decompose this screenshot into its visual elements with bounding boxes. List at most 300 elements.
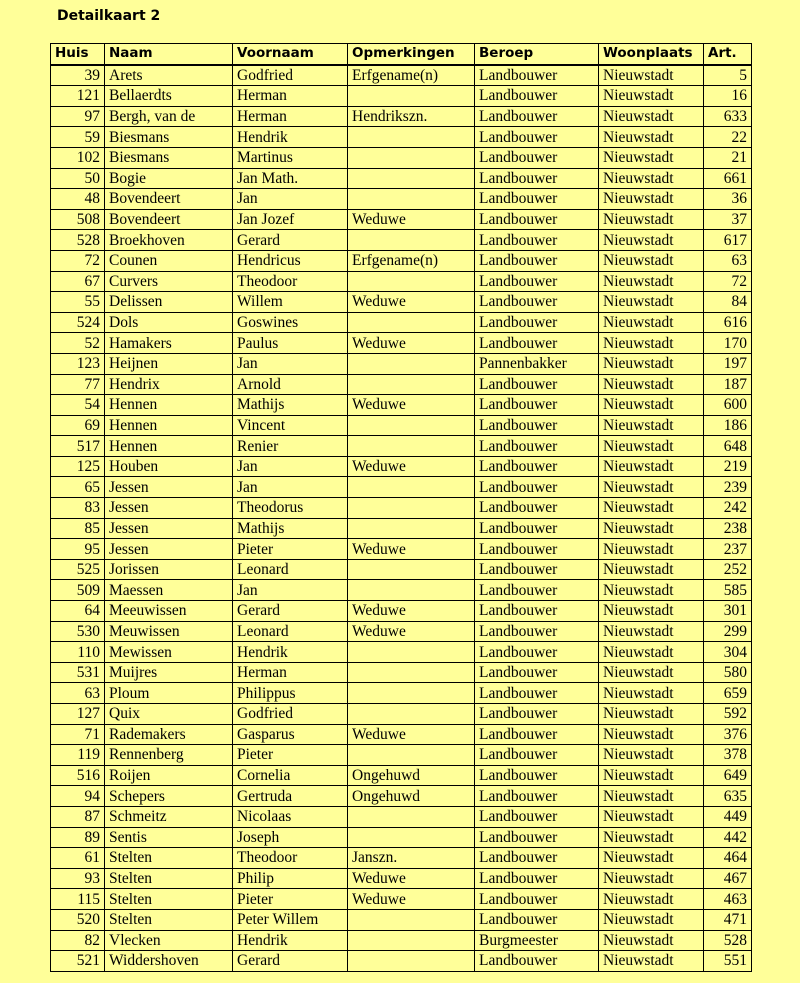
register-table xyxy=(50,43,752,972)
table-row xyxy=(51,889,752,910)
cell-beroep: Landbouwer xyxy=(475,147,599,168)
cell-art: 648 xyxy=(704,436,752,457)
cell-huis: 83 xyxy=(51,498,105,519)
cell-naam: Bellaerdts xyxy=(105,86,233,107)
cell-opmerkingen xyxy=(348,436,475,457)
cell-art: 170 xyxy=(704,333,752,354)
cell-huis: 52 xyxy=(51,333,105,354)
cell-art: 442 xyxy=(704,827,752,848)
cell-voornaam: Paulus xyxy=(233,333,348,354)
cell-naam: Houben xyxy=(105,456,233,477)
cell-art: 84 xyxy=(704,292,752,313)
table-row xyxy=(51,930,752,951)
cell-huis: 39 xyxy=(51,65,105,86)
table-row xyxy=(51,704,752,725)
cell-opmerkingen: Ongehuwd xyxy=(348,786,475,807)
cell-woonplaats: Nieuwstadt xyxy=(599,683,704,704)
cell-woonplaats: Nieuwstadt xyxy=(599,415,704,436)
cell-beroep: Landbouwer xyxy=(475,848,599,869)
cell-voornaam: Jan Math. xyxy=(233,168,348,189)
table-row xyxy=(51,86,752,107)
cell-opmerkingen: Weduwe xyxy=(348,621,475,642)
cell-opmerkingen xyxy=(348,271,475,292)
cell-woonplaats: Nieuwstadt xyxy=(599,559,704,580)
table-row xyxy=(51,518,752,539)
table-row xyxy=(51,683,752,704)
cell-art: 551 xyxy=(704,951,752,972)
cell-beroep: Landbouwer xyxy=(475,518,599,539)
cell-art: 237 xyxy=(704,539,752,560)
cell-beroep: Landbouwer xyxy=(475,250,599,271)
cell-art: 36 xyxy=(704,189,752,210)
table-row xyxy=(51,662,752,683)
cell-naam: Jorissen xyxy=(105,559,233,580)
cell-woonplaats: Nieuwstadt xyxy=(599,250,704,271)
cell-huis: 82 xyxy=(51,930,105,951)
cell-opmerkingen xyxy=(348,498,475,519)
cell-beroep: Landbouwer xyxy=(475,168,599,189)
cell-woonplaats: Nieuwstadt xyxy=(599,930,704,951)
cell-huis: 55 xyxy=(51,292,105,313)
cell-huis: 50 xyxy=(51,168,105,189)
table-row xyxy=(51,498,752,519)
cell-beroep: Landbouwer xyxy=(475,827,599,848)
cell-beroep: Landbouwer xyxy=(475,786,599,807)
table-row xyxy=(51,539,752,560)
cell-art: 580 xyxy=(704,662,752,683)
cell-voornaam: Martinus xyxy=(233,147,348,168)
cell-art: 22 xyxy=(704,127,752,148)
column-header-beroep: Beroep xyxy=(475,44,599,65)
cell-naam: Biesmans xyxy=(105,127,233,148)
cell-huis: 521 xyxy=(51,951,105,972)
cell-voornaam: Willem xyxy=(233,292,348,313)
cell-woonplaats: Nieuwstadt xyxy=(599,704,704,725)
cell-opmerkingen: Weduwe xyxy=(348,601,475,622)
cell-voornaam: Godfried xyxy=(233,65,348,86)
cell-art: 238 xyxy=(704,518,752,539)
cell-naam: Hamakers xyxy=(105,333,233,354)
cell-voornaam: Joseph xyxy=(233,827,348,848)
cell-huis: 87 xyxy=(51,806,105,827)
cell-huis: 509 xyxy=(51,580,105,601)
cell-art: 449 xyxy=(704,806,752,827)
cell-voornaam: Pieter xyxy=(233,745,348,766)
cell-beroep: Landbouwer xyxy=(475,580,599,601)
cell-huis: 531 xyxy=(51,662,105,683)
cell-opmerkingen: Erfgename(n) xyxy=(348,65,475,86)
cell-naam: Bovendeert xyxy=(105,209,233,230)
cell-huis: 97 xyxy=(51,106,105,127)
cell-naam: Hennen xyxy=(105,415,233,436)
cell-art: 464 xyxy=(704,848,752,869)
cell-beroep: Landbouwer xyxy=(475,889,599,910)
cell-beroep: Landbouwer xyxy=(475,704,599,725)
cell-huis: 61 xyxy=(51,848,105,869)
cell-naam: Schmeitz xyxy=(105,806,233,827)
cell-voornaam: Theodorus xyxy=(233,498,348,519)
cell-naam: Hennen xyxy=(105,436,233,457)
cell-naam: Stelten xyxy=(105,848,233,869)
cell-beroep: Landbouwer xyxy=(475,601,599,622)
cell-art: 592 xyxy=(704,704,752,725)
cell-huis: 520 xyxy=(51,909,105,930)
cell-art: 376 xyxy=(704,724,752,745)
cell-voornaam: Nicolaas xyxy=(233,806,348,827)
cell-beroep: Landbouwer xyxy=(475,909,599,930)
cell-woonplaats: Nieuwstadt xyxy=(599,662,704,683)
table-row xyxy=(51,312,752,333)
column-header-voornaam: Voornaam xyxy=(233,44,348,65)
cell-woonplaats: Nieuwstadt xyxy=(599,456,704,477)
cell-naam: Heijnen xyxy=(105,353,233,374)
table-row xyxy=(51,374,752,395)
cell-voornaam: Peter Willem xyxy=(233,909,348,930)
table-row xyxy=(51,559,752,580)
cell-opmerkingen: Weduwe xyxy=(348,333,475,354)
cell-opmerkingen: Hendrikszn. xyxy=(348,106,475,127)
table-row xyxy=(51,147,752,168)
cell-voornaam: Gertruda xyxy=(233,786,348,807)
cell-beroep: Landbouwer xyxy=(475,312,599,333)
column-header-naam: Naam xyxy=(105,44,233,65)
cell-voornaam: Leonard xyxy=(233,559,348,580)
table-row xyxy=(51,209,752,230)
cell-woonplaats: Nieuwstadt xyxy=(599,230,704,251)
cell-woonplaats: Nieuwstadt xyxy=(599,127,704,148)
cell-art: 197 xyxy=(704,353,752,374)
table-row xyxy=(51,271,752,292)
cell-art: 633 xyxy=(704,106,752,127)
cell-woonplaats: Nieuwstadt xyxy=(599,498,704,519)
cell-huis: 524 xyxy=(51,312,105,333)
cell-woonplaats: Nieuwstadt xyxy=(599,353,704,374)
cell-woonplaats: Nieuwstadt xyxy=(599,724,704,745)
cell-voornaam: Gasparus xyxy=(233,724,348,745)
cell-art: 219 xyxy=(704,456,752,477)
cell-opmerkingen: Weduwe xyxy=(348,539,475,560)
cell-voornaam: Renier xyxy=(233,436,348,457)
cell-huis: 123 xyxy=(51,353,105,374)
cell-naam: Roijen xyxy=(105,765,233,786)
cell-voornaam: Philippus xyxy=(233,683,348,704)
cell-opmerkingen: Janszn. xyxy=(348,848,475,869)
cell-huis: 115 xyxy=(51,889,105,910)
cell-opmerkingen xyxy=(348,127,475,148)
cell-voornaam: Hendrik xyxy=(233,642,348,663)
cell-beroep: Landbouwer xyxy=(475,868,599,889)
cell-art: 252 xyxy=(704,559,752,580)
cell-voornaam: Jan xyxy=(233,580,348,601)
table-row xyxy=(51,250,752,271)
cell-art: 635 xyxy=(704,786,752,807)
cell-art: 661 xyxy=(704,168,752,189)
cell-huis: 48 xyxy=(51,189,105,210)
table-row xyxy=(51,477,752,498)
cell-huis: 89 xyxy=(51,827,105,848)
cell-voornaam: Mathijs xyxy=(233,518,348,539)
cell-woonplaats: Nieuwstadt xyxy=(599,621,704,642)
cell-opmerkingen xyxy=(348,580,475,601)
cell-woonplaats: Nieuwstadt xyxy=(599,518,704,539)
cell-opmerkingen xyxy=(348,168,475,189)
cell-art: 600 xyxy=(704,395,752,416)
cell-naam: Stelten xyxy=(105,909,233,930)
cell-art: 528 xyxy=(704,930,752,951)
table-row xyxy=(51,642,752,663)
cell-opmerkingen xyxy=(348,704,475,725)
cell-voornaam: Mathijs xyxy=(233,395,348,416)
cell-opmerkingen xyxy=(348,477,475,498)
cell-opmerkingen: Weduwe xyxy=(348,292,475,313)
cell-art: 304 xyxy=(704,642,752,663)
cell-huis: 64 xyxy=(51,601,105,622)
cell-voornaam: Theodoor xyxy=(233,271,348,292)
cell-opmerkingen xyxy=(348,909,475,930)
table-row xyxy=(51,127,752,148)
cell-woonplaats: Nieuwstadt xyxy=(599,312,704,333)
table-row xyxy=(51,292,752,313)
cell-naam: Curvers xyxy=(105,271,233,292)
cell-huis: 121 xyxy=(51,86,105,107)
cell-huis: 77 xyxy=(51,374,105,395)
column-header-opmerkingen: Opmerkingen xyxy=(348,44,475,65)
cell-woonplaats: Nieuwstadt xyxy=(599,868,704,889)
header-row xyxy=(51,44,752,65)
cell-woonplaats: Nieuwstadt xyxy=(599,271,704,292)
cell-woonplaats: Nieuwstadt xyxy=(599,65,704,86)
cell-naam: Dols xyxy=(105,312,233,333)
cell-voornaam: Hendricus xyxy=(233,250,348,271)
cell-huis: 528 xyxy=(51,230,105,251)
table-row xyxy=(51,745,752,766)
cell-art: 471 xyxy=(704,909,752,930)
cell-woonplaats: Nieuwstadt xyxy=(599,86,704,107)
cell-huis: 525 xyxy=(51,559,105,580)
cell-beroep: Landbouwer xyxy=(475,662,599,683)
cell-beroep: Burgmeester xyxy=(475,930,599,951)
cell-huis: 516 xyxy=(51,765,105,786)
cell-voornaam: Herman xyxy=(233,106,348,127)
cell-naam: Ploum xyxy=(105,683,233,704)
table-row xyxy=(51,909,752,930)
cell-woonplaats: Nieuwstadt xyxy=(599,189,704,210)
table-row xyxy=(51,951,752,972)
cell-naam: Biesmans xyxy=(105,147,233,168)
cell-opmerkingen xyxy=(348,518,475,539)
cell-naam: Jessen xyxy=(105,498,233,519)
cell-naam: Jessen xyxy=(105,518,233,539)
cell-beroep: Landbouwer xyxy=(475,106,599,127)
cell-beroep: Landbouwer xyxy=(475,806,599,827)
column-header-woonplaats: Woonplaats xyxy=(599,44,704,65)
table-row xyxy=(51,806,752,827)
cell-beroep: Landbouwer xyxy=(475,477,599,498)
cell-woonplaats: Nieuwstadt xyxy=(599,395,704,416)
cell-huis: 119 xyxy=(51,745,105,766)
cell-art: 585 xyxy=(704,580,752,601)
cell-beroep: Landbouwer xyxy=(475,539,599,560)
cell-art: 63 xyxy=(704,250,752,271)
cell-woonplaats: Nieuwstadt xyxy=(599,580,704,601)
cell-art: 72 xyxy=(704,271,752,292)
cell-huis: 125 xyxy=(51,456,105,477)
cell-voornaam: Herman xyxy=(233,662,348,683)
page-title: Detailkaart 2 xyxy=(57,8,161,24)
cell-naam: Maessen xyxy=(105,580,233,601)
cell-naam: Meuwissen xyxy=(105,621,233,642)
cell-art: 463 xyxy=(704,889,752,910)
cell-voornaam: Goswines xyxy=(233,312,348,333)
cell-opmerkingen xyxy=(348,662,475,683)
cell-woonplaats: Nieuwstadt xyxy=(599,374,704,395)
cell-naam: Stelten xyxy=(105,868,233,889)
table-row xyxy=(51,456,752,477)
cell-naam: Rennenberg xyxy=(105,745,233,766)
cell-opmerkingen: Weduwe xyxy=(348,889,475,910)
cell-voornaam: Gerard xyxy=(233,601,348,622)
cell-naam: Bergh, van de xyxy=(105,106,233,127)
cell-art: 5 xyxy=(704,65,752,86)
cell-naam: Quix xyxy=(105,704,233,725)
cell-opmerkingen xyxy=(348,559,475,580)
cell-naam: Counen xyxy=(105,250,233,271)
cell-voornaam: Arnold xyxy=(233,374,348,395)
cell-art: 617 xyxy=(704,230,752,251)
cell-voornaam: Jan Jozef xyxy=(233,209,348,230)
cell-voornaam: Theodoor xyxy=(233,848,348,869)
cell-woonplaats: Nieuwstadt xyxy=(599,765,704,786)
cell-woonplaats: Nieuwstadt xyxy=(599,786,704,807)
cell-art: 186 xyxy=(704,415,752,436)
cell-voornaam: Godfried xyxy=(233,704,348,725)
cell-naam: Jessen xyxy=(105,539,233,560)
cell-woonplaats: Nieuwstadt xyxy=(599,951,704,972)
cell-voornaam: Pieter xyxy=(233,889,348,910)
cell-voornaam: Hendrik xyxy=(233,127,348,148)
cell-art: 239 xyxy=(704,477,752,498)
cell-huis: 54 xyxy=(51,395,105,416)
cell-beroep: Landbouwer xyxy=(475,745,599,766)
cell-opmerkingen xyxy=(348,415,475,436)
cell-opmerkingen: Weduwe xyxy=(348,456,475,477)
table-row xyxy=(51,580,752,601)
table-row xyxy=(51,333,752,354)
cell-huis: 59 xyxy=(51,127,105,148)
table-row xyxy=(51,65,752,86)
cell-opmerkingen xyxy=(348,353,475,374)
cell-woonplaats: Nieuwstadt xyxy=(599,909,704,930)
cell-beroep: Landbouwer xyxy=(475,498,599,519)
cell-opmerkingen xyxy=(348,189,475,210)
cell-art: 616 xyxy=(704,312,752,333)
cell-huis: 72 xyxy=(51,250,105,271)
cell-opmerkingen: Erfgename(n) xyxy=(348,250,475,271)
cell-beroep: Pannenbakker xyxy=(475,353,599,374)
cell-opmerkingen xyxy=(348,951,475,972)
cell-huis: 110 xyxy=(51,642,105,663)
table-row xyxy=(51,168,752,189)
table-row xyxy=(51,868,752,889)
cell-art: 187 xyxy=(704,374,752,395)
cell-woonplaats: Nieuwstadt xyxy=(599,436,704,457)
cell-huis: 127 xyxy=(51,704,105,725)
cell-naam: Widdershoven xyxy=(105,951,233,972)
cell-voornaam: Gerard xyxy=(233,951,348,972)
cell-woonplaats: Nieuwstadt xyxy=(599,827,704,848)
cell-voornaam: Herman xyxy=(233,86,348,107)
cell-naam: Stelten xyxy=(105,889,233,910)
cell-woonplaats: Nieuwstadt xyxy=(599,745,704,766)
table-row xyxy=(51,848,752,869)
cell-beroep: Landbouwer xyxy=(475,559,599,580)
table-row xyxy=(51,786,752,807)
cell-voornaam: Gerard xyxy=(233,230,348,251)
cell-beroep: Landbouwer xyxy=(475,683,599,704)
cell-woonplaats: Nieuwstadt xyxy=(599,292,704,313)
cell-opmerkingen xyxy=(348,806,475,827)
cell-woonplaats: Nieuwstadt xyxy=(599,601,704,622)
table-row xyxy=(51,395,752,416)
cell-opmerkingen: Weduwe xyxy=(348,209,475,230)
cell-opmerkingen: Weduwe xyxy=(348,724,475,745)
cell-huis: 530 xyxy=(51,621,105,642)
cell-naam: Broekhoven xyxy=(105,230,233,251)
cell-huis: 69 xyxy=(51,415,105,436)
cell-naam: Sentis xyxy=(105,827,233,848)
cell-woonplaats: Nieuwstadt xyxy=(599,642,704,663)
cell-beroep: Landbouwer xyxy=(475,951,599,972)
cell-beroep: Landbouwer xyxy=(475,395,599,416)
column-header-huis: Huis xyxy=(51,44,105,65)
cell-art: 649 xyxy=(704,765,752,786)
cell-opmerkingen xyxy=(348,683,475,704)
cell-woonplaats: Nieuwstadt xyxy=(599,477,704,498)
cell-huis: 95 xyxy=(51,539,105,560)
cell-opmerkingen: Weduwe xyxy=(348,395,475,416)
table-row xyxy=(51,621,752,642)
table-row xyxy=(51,106,752,127)
cell-naam: Muijres xyxy=(105,662,233,683)
cell-woonplaats: Nieuwstadt xyxy=(599,209,704,230)
cell-huis: 67 xyxy=(51,271,105,292)
cell-huis: 65 xyxy=(51,477,105,498)
cell-art: 378 xyxy=(704,745,752,766)
cell-beroep: Landbouwer xyxy=(475,724,599,745)
cell-woonplaats: Nieuwstadt xyxy=(599,168,704,189)
cell-naam: Rademakers xyxy=(105,724,233,745)
cell-art: 242 xyxy=(704,498,752,519)
cell-voornaam: Leonard xyxy=(233,621,348,642)
cell-art: 21 xyxy=(704,147,752,168)
cell-woonplaats: Nieuwstadt xyxy=(599,106,704,127)
cell-opmerkingen xyxy=(348,930,475,951)
cell-beroep: Landbouwer xyxy=(475,86,599,107)
table-row xyxy=(51,601,752,622)
table-row xyxy=(51,230,752,251)
cell-art: 301 xyxy=(704,601,752,622)
cell-woonplaats: Nieuwstadt xyxy=(599,806,704,827)
cell-huis: 93 xyxy=(51,868,105,889)
cell-opmerkingen xyxy=(348,86,475,107)
cell-beroep: Landbouwer xyxy=(475,333,599,354)
cell-naam: Bovendeert xyxy=(105,189,233,210)
cell-opmerkingen xyxy=(348,745,475,766)
cell-opmerkingen: Weduwe xyxy=(348,868,475,889)
cell-opmerkingen xyxy=(348,230,475,251)
cell-art: 299 xyxy=(704,621,752,642)
cell-voornaam: Cornelia xyxy=(233,765,348,786)
